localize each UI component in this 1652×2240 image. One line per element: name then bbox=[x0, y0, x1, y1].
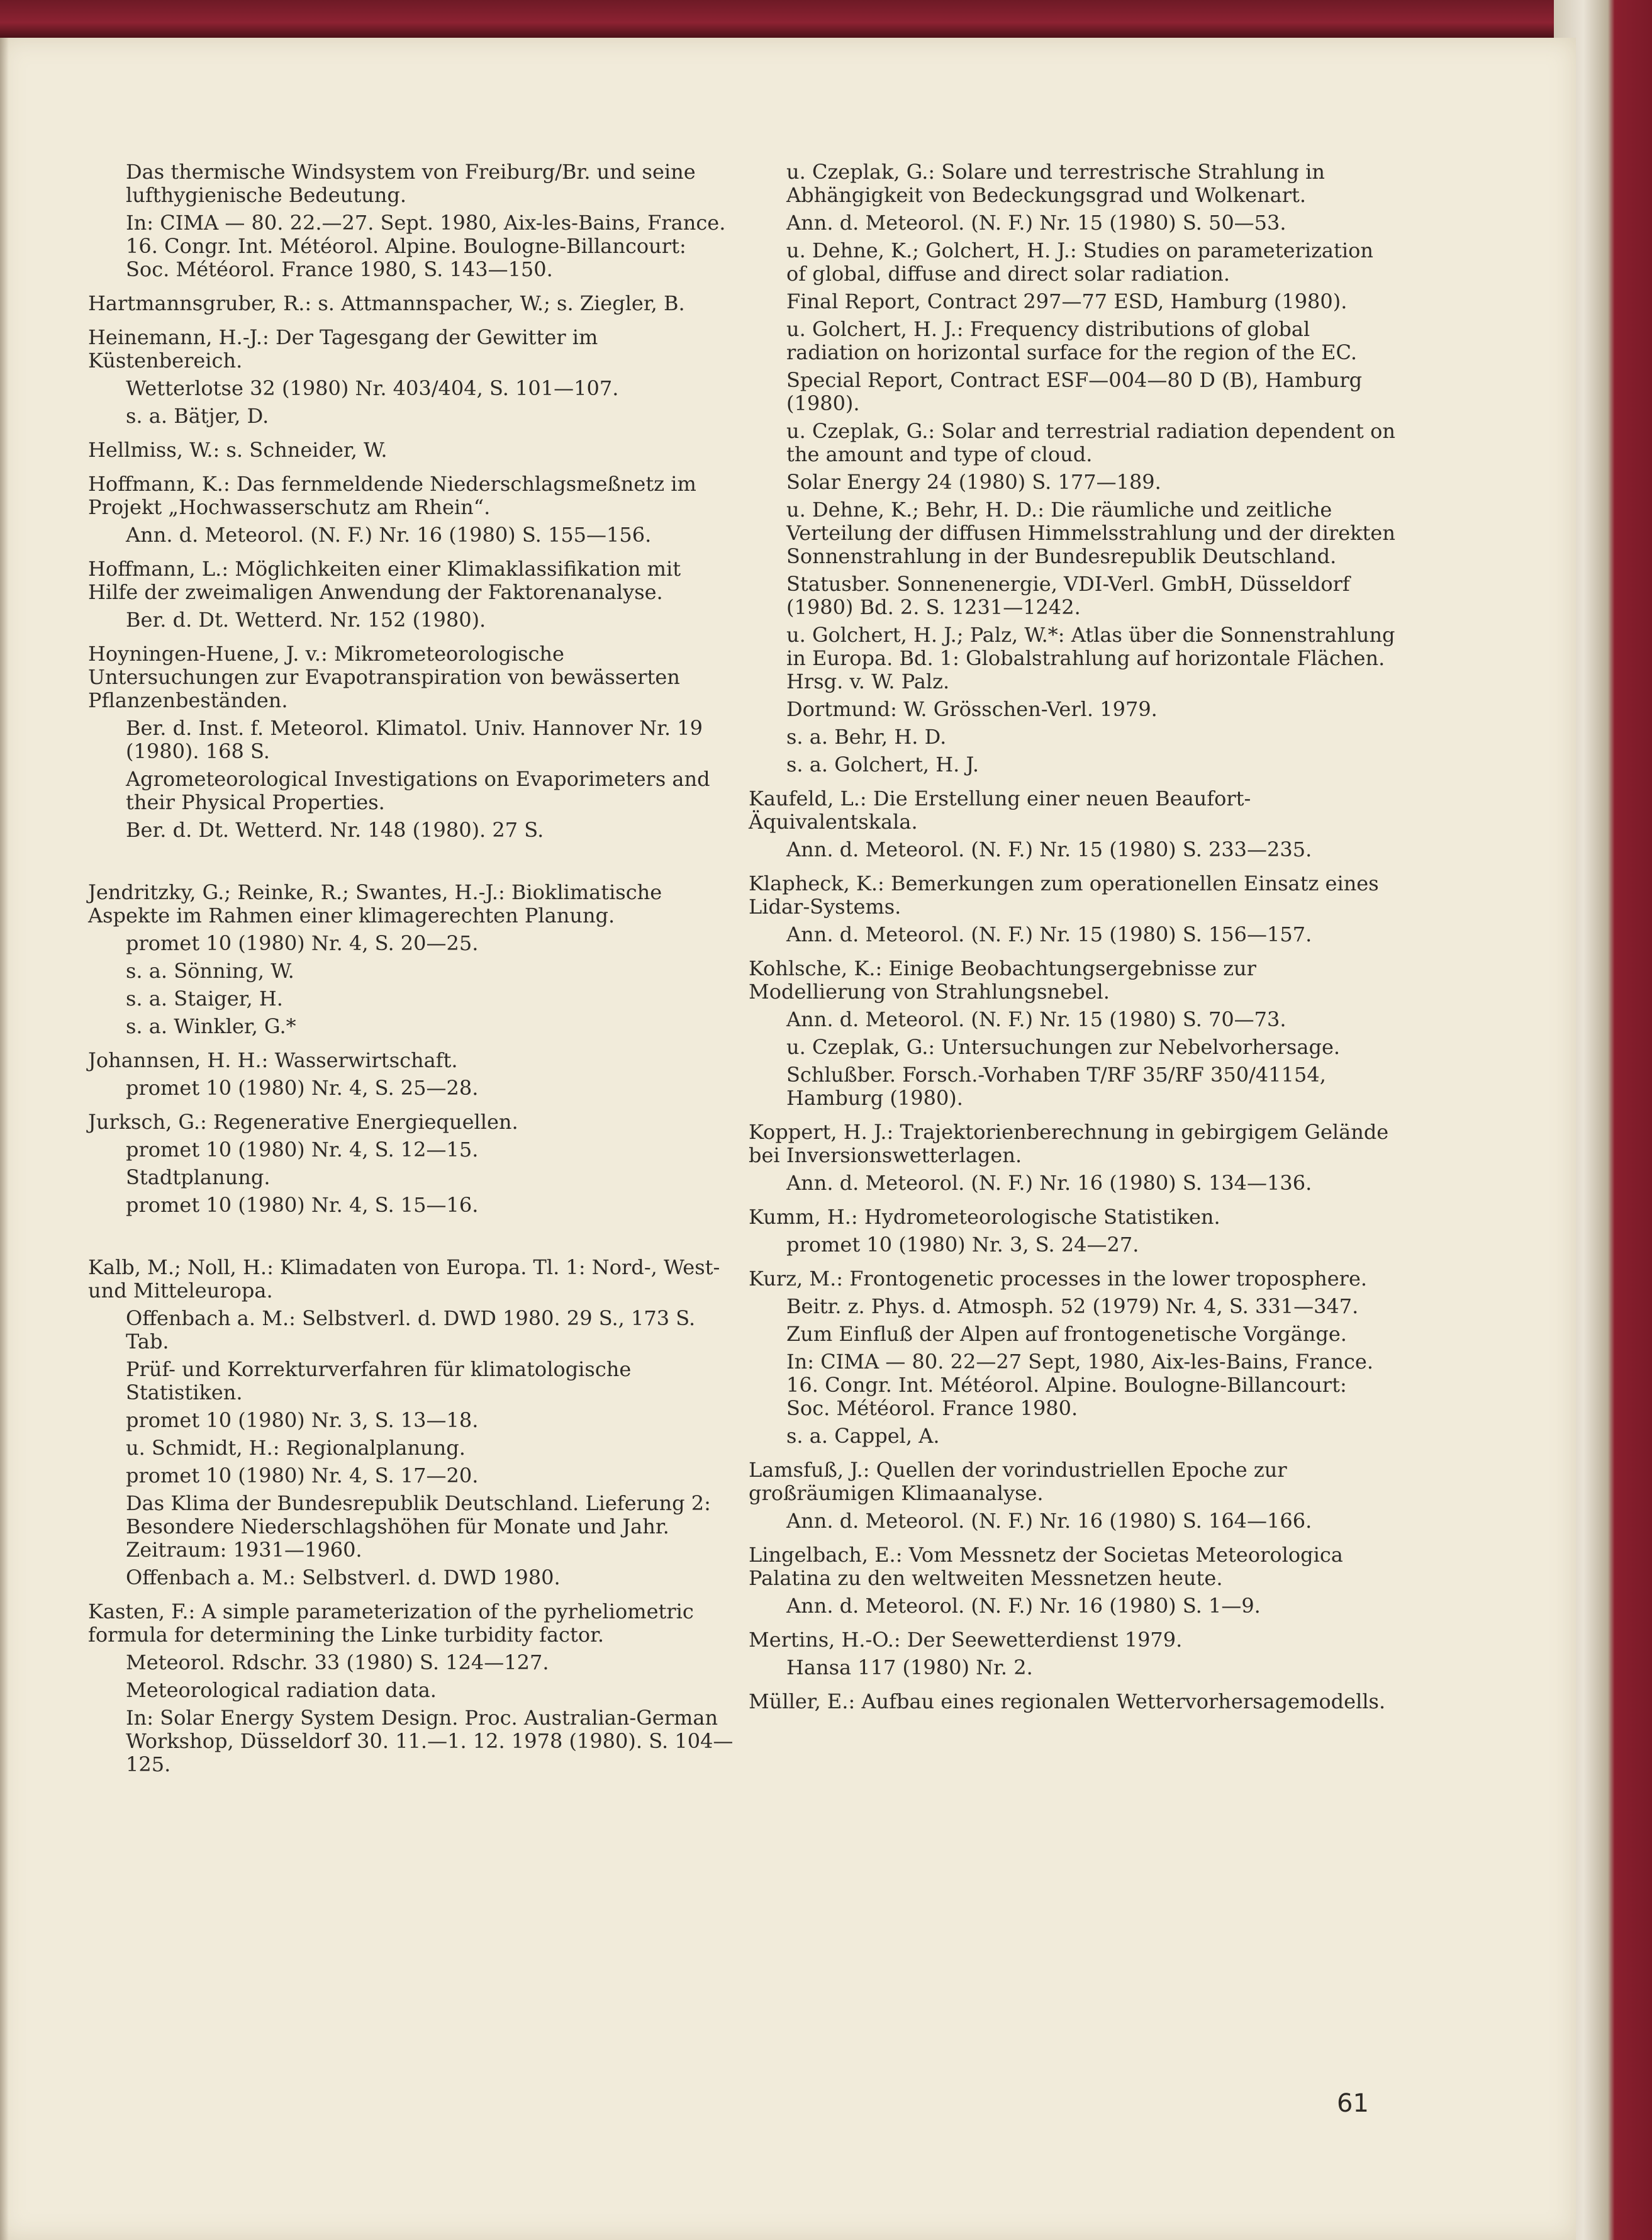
bibliography-entry bbox=[749, 1206, 1397, 1257]
entry-detail: u. Golchert, H. J.; Palz, W.*: Atlas über die Sonnenstrahlung in Europa. Bd. 1: Globalstrahlung auf horizontale Flächen. Hrsg. v. W. Palz. bbox=[786, 623, 1395, 693]
entry-detail: u. Czeplak, G.: Solare und terrestrische Strahlung in Abhängigkeit von Bedeckungsgrad und Wolkenart. bbox=[786, 160, 1326, 207]
bibliography-entry bbox=[749, 160, 1397, 776]
entry-detail: u. Dehne, K.; Behr, H. D.: Die räumliche und zeitliche Verteilung der diffusen Himmelsstrahlung und der direkten Sonnenstrahlung in der Bundesrepublik Deutschland. bbox=[786, 498, 1395, 568]
bibliography-entry bbox=[749, 1267, 1397, 1448]
bibliography-entry bbox=[88, 1256, 736, 1589]
entry-author-title: Kasten, F.: A simple parameterization of the pyrheliometric formula for determining the Linke turbidity factor. bbox=[88, 1599, 694, 1647]
entry-detail: promet 10 (1980) Nr. 3, S. 24—27. bbox=[786, 1233, 1139, 1257]
entry-author-title: Jendritzky, G.; Reinke, R.; Swantes, H.-J.: Bioklimatische Aspekte im Rahmen einer klimagerechten Planung. bbox=[88, 880, 662, 927]
entry-detail: Stadtplanung. bbox=[126, 1165, 271, 1189]
entry-detail: Ann. d. Meteorol. (N. F.) Nr. 16 (1980) S. 1—9. bbox=[786, 1594, 1261, 1618]
right-column bbox=[749, 160, 1397, 1724]
entry-author-title: Hellmiss, W.: s. Schneider, W. bbox=[88, 438, 388, 462]
entry-detail: Special Report, Contract ESF—004—80 D (B), Hamburg (1980). bbox=[786, 368, 1363, 415]
entry-detail: promet 10 (1980) Nr. 3, S. 13—18. bbox=[126, 1408, 479, 1432]
bibliography-entry bbox=[749, 872, 1397, 946]
gutter-shadow bbox=[0, 38, 9, 2240]
left-column bbox=[88, 160, 736, 1787]
entry-detail: Zum Einfluß der Alpen auf frontogenetische Vorgänge. bbox=[786, 1322, 1347, 1346]
bibliography-entry bbox=[88, 1600, 736, 1776]
entry-detail: Agrometeorological Investigations on Evaporimeters and their Physical Properties. bbox=[126, 767, 710, 814]
bibliography-entry bbox=[749, 1628, 1397, 1679]
entry-detail: s. a. Golchert, H. J. bbox=[786, 753, 979, 776]
entry-detail: promet 10 (1980) Nr. 4, S. 17—20. bbox=[126, 1464, 479, 1487]
bibliography-entry bbox=[749, 787, 1397, 861]
book-cover-top bbox=[0, 0, 1652, 38]
entry-detail: u. Schmidt, H.: Regionalplanung. bbox=[126, 1436, 466, 1460]
entry-detail: In: CIMA — 80. 22.—27. Sept. 1980, Aix-les-Bains, France. 16. Congr. Int. Météorol. Alpine. Boulogne-Billancourt: Soc. Météorol. France 1980, S. 143—150. bbox=[126, 211, 726, 281]
bibliography-entry bbox=[88, 881, 736, 1038]
entry-author-title: Johannsen, H. H.: Wasserwirtschaft. bbox=[88, 1048, 458, 1072]
entry-detail: Ann. d. Meteorol. (N. F.) Nr. 16 (1980) S. 164—166. bbox=[786, 1509, 1312, 1533]
bibliography-entry bbox=[88, 1111, 736, 1217]
entry-detail: promet 10 (1980) Nr. 4, S. 20—25. bbox=[126, 931, 479, 955]
entry-author-title: Müller, E.: Aufbau eines regionalen Wettervorhersagemodells. bbox=[749, 1689, 1386, 1713]
entry-detail: promet 10 (1980) Nr. 4, S. 12—15. bbox=[126, 1138, 479, 1162]
entry-detail: Ber. d. Dt. Wetterd. Nr. 152 (1980). bbox=[126, 608, 486, 632]
entry-detail: Prüf- und Korrekturverfahren für klimatologische Statistiken. bbox=[126, 1357, 632, 1404]
entry-detail: u. Dehne, K.; Golchert, H. J.: Studies on parameterization of global, diffuse and direct solar radiation. bbox=[786, 238, 1373, 286]
entry-detail: Solar Energy 24 (1980) S. 177—189. bbox=[786, 470, 1161, 494]
entry-detail: Ann. d. Meteorol. (N. F.) Nr. 16 (1980) S. 134—136. bbox=[786, 1171, 1312, 1195]
entry-detail: u. Czeplak, G.: Solar and terrestrial radiation dependent on the amount and type of cloud. bbox=[786, 419, 1395, 466]
entry-detail: Hansa 117 (1980) Nr. 2. bbox=[786, 1655, 1033, 1679]
bibliography-entry bbox=[88, 1049, 736, 1100]
entry-author-title: Kohlsche, K.: Einige Beobachtungsergebnisse zur Modellierung von Strahlungsnebel. bbox=[749, 956, 1256, 1004]
entry-author-title: Kaufeld, L.: Die Erstellung einer neuen Beaufort-Äquivalentskala. bbox=[749, 787, 1251, 834]
entry-author-title: Kumm, H.: Hydrometeorologische Statistiken. bbox=[749, 1205, 1220, 1229]
bibliography-entry bbox=[749, 1459, 1397, 1533]
entry-author-title: Mertins, H.-O.: Der Seewetterdienst 1979. bbox=[749, 1628, 1183, 1652]
entry-detail: promet 10 (1980) Nr. 4, S. 15—16. bbox=[126, 1193, 479, 1217]
entry-author-title: Klapheck, K.: Bemerkungen zum operationellen Einsatz eines Lidar-Systems. bbox=[749, 871, 1379, 919]
entry-detail: s. a. Sönning, W. bbox=[126, 959, 294, 983]
entry-author-title: Hoffmann, L.: Möglichkeiten einer Klimaklassifikation mit Hilfe der zweimaligen Anwendung der Faktorenanalyse. bbox=[88, 557, 681, 604]
entry-author-title: Kalb, M.; Noll, H.: Klimadaten von Europa. Tl. 1: Nord-, West- und Mitteleuropa. bbox=[88, 1255, 720, 1302]
entry-author-title: Hoyningen-Huene, J. v.: Mikrometeorologische Untersuchungen zur Evapotranspiration von bewässerten Pflanzenbeständen. bbox=[88, 642, 680, 712]
entry-detail: u. Golchert, H. J.: Frequency distributions of global radiation on horizontal surface for the region of the EC. bbox=[786, 317, 1358, 364]
entry-detail: Wetterlotse 32 (1980) Nr. 403/404, S. 101—107. bbox=[126, 376, 619, 400]
bibliography-entry bbox=[88, 557, 736, 632]
entry-author-title: Koppert, H. J.: Trajektorienberechnung in gebirgigem Gelände bei Inversionswetterlagen. bbox=[749, 1120, 1389, 1167]
entry-detail: Offenbach a. M.: Selbstverl. d. DWD 1980. bbox=[126, 1565, 561, 1589]
entry-detail: Beitr. z. Phys. d. Atmosph. 52 (1979) Nr. 4, S. 331—347. bbox=[786, 1294, 1359, 1318]
entry-detail: Ann. d. Meteorol. (N. F.) Nr. 15 (1980) S. 233—235. bbox=[786, 837, 1312, 861]
bibliography-entry bbox=[88, 160, 736, 281]
entry-detail: Ann. d. Meteorol. (N. F.) Nr. 15 (1980) S. 70—73. bbox=[786, 1007, 1286, 1031]
entry-detail: Statusber. Sonnenenergie, VDI-Verl. GmbH, Düsseldorf (1980) Bd. 2. S. 1231—1242. bbox=[786, 572, 1350, 619]
entry-detail: s. a. Cappel, A. bbox=[786, 1424, 940, 1448]
entry-detail: Ann. d. Meteorol. (N. F.) Nr. 16 (1980) S. 155—156. bbox=[126, 523, 652, 547]
bibliography-entry bbox=[749, 1690, 1397, 1713]
entry-author-title: Kurz, M.: Frontogenetic processes in the lower troposphere. bbox=[749, 1267, 1368, 1291]
bibliography-entry bbox=[749, 1121, 1397, 1195]
entry-detail: s. a. Staiger, H. bbox=[126, 987, 283, 1011]
bibliography-entry bbox=[88, 326, 736, 428]
entry-detail: Ann. d. Meteorol. (N. F.) Nr. 15 (1980) S. 156—157. bbox=[786, 922, 1312, 946]
bibliography-entry bbox=[88, 439, 736, 462]
entry-author-title: Hoffmann, K.: Das fernmeldende Niederschlagsmeßnetz im Projekt „Hochwasserschutz am Rhein“. bbox=[88, 472, 696, 519]
entry-detail: Offenbach a. M.: Selbstverl. d. DWD 1980. 29 S., 173 S. Tab. bbox=[126, 1306, 696, 1353]
bibliography-entry bbox=[749, 957, 1397, 1110]
entry-detail: Final Report, Contract 297—77 ESD, Hamburg (1980). bbox=[786, 289, 1348, 313]
entry-detail: s. a. Behr, H. D. bbox=[786, 725, 947, 749]
entry-detail: s. a. Winkler, G.* bbox=[126, 1014, 296, 1038]
entry-detail: Dortmund: W. Grösschen-Verl. 1979. bbox=[786, 697, 1158, 721]
entry-detail: In: Solar Energy System Design. Proc. Australian-German Workshop, Düsseldorf 30. 11.—1. 12. 1978 (1980). S. 104—125. bbox=[126, 1706, 734, 1776]
book-page bbox=[0, 38, 1576, 2240]
entry-author-title: Hartmannsgruber, R.: s. Attmannspacher, W.; s. Ziegler, B. bbox=[88, 291, 685, 315]
entry-author-title: Jurksch, G.: Regenerative Energiequellen. bbox=[88, 1110, 518, 1134]
entry-detail: promet 10 (1980) Nr. 4, S. 25—28. bbox=[126, 1076, 479, 1100]
entry-detail: Meteorological radiation data. bbox=[126, 1678, 437, 1702]
entry-detail: u. Czeplak, G.: Untersuchungen zur Nebelvorhersage. bbox=[786, 1035, 1341, 1059]
entry-detail: s. a. Bätjer, D. bbox=[126, 404, 269, 428]
entry-author-title: Lamsfuß, J.: Quellen der vorindustriellen Epoche zur großräumigen Klimaanalyse. bbox=[749, 1458, 1287, 1505]
bibliography-entry bbox=[88, 642, 736, 842]
page-number: 61 bbox=[1337, 2089, 1369, 2118]
entry-detail: Ann. d. Meteorol. (N. F.) Nr. 15 (1980) S. 50—53. bbox=[786, 211, 1286, 235]
bibliography-entry bbox=[88, 292, 736, 315]
entry-author-title: Heinemann, H.-J.: Der Tagesgang der Gewitter im Küstenbereich. bbox=[88, 325, 598, 372]
bibliography-entry bbox=[749, 1543, 1397, 1618]
entry-detail: Das thermische Windsystem von Freiburg/Br. und seine lufthygienische Bedeutung. bbox=[126, 160, 696, 207]
entry-author-title: Lingelbach, E.: Vom Messnetz der Societas Meteorologica Palatina zu den weltweiten Messnetzen heute. bbox=[749, 1543, 1343, 1590]
entry-detail: Ber. d. Inst. f. Meteorol. Klimatol. Univ. Hannover Nr. 19 (1980). 168 S. bbox=[126, 716, 703, 763]
entry-detail: Das Klima der Bundesrepublik Deutschland. Lieferung 2: Besondere Niederschlagshöhen für Monate und Jahr. Zeitraum: 1931—1960. bbox=[126, 1491, 711, 1562]
entry-detail: Ber. d. Dt. Wetterd. Nr. 148 (1980). 27 S. bbox=[126, 818, 544, 842]
entry-detail: Schlußber. Forsch.-Vorhaben T/RF 35/RF 350/41154, Hamburg (1980). bbox=[786, 1063, 1326, 1110]
bibliography-entry bbox=[88, 473, 736, 547]
entry-detail: Meteorol. Rdschr. 33 (1980) S. 124—127. bbox=[126, 1650, 549, 1674]
entry-detail: In: CIMA — 80. 22—27 Sept, 1980, Aix-les-Bains, France. 16. Congr. Int. Météorol. Alpine. Boulogne-Billancourt: Soc. Météorol. France 1980. bbox=[786, 1350, 1374, 1420]
